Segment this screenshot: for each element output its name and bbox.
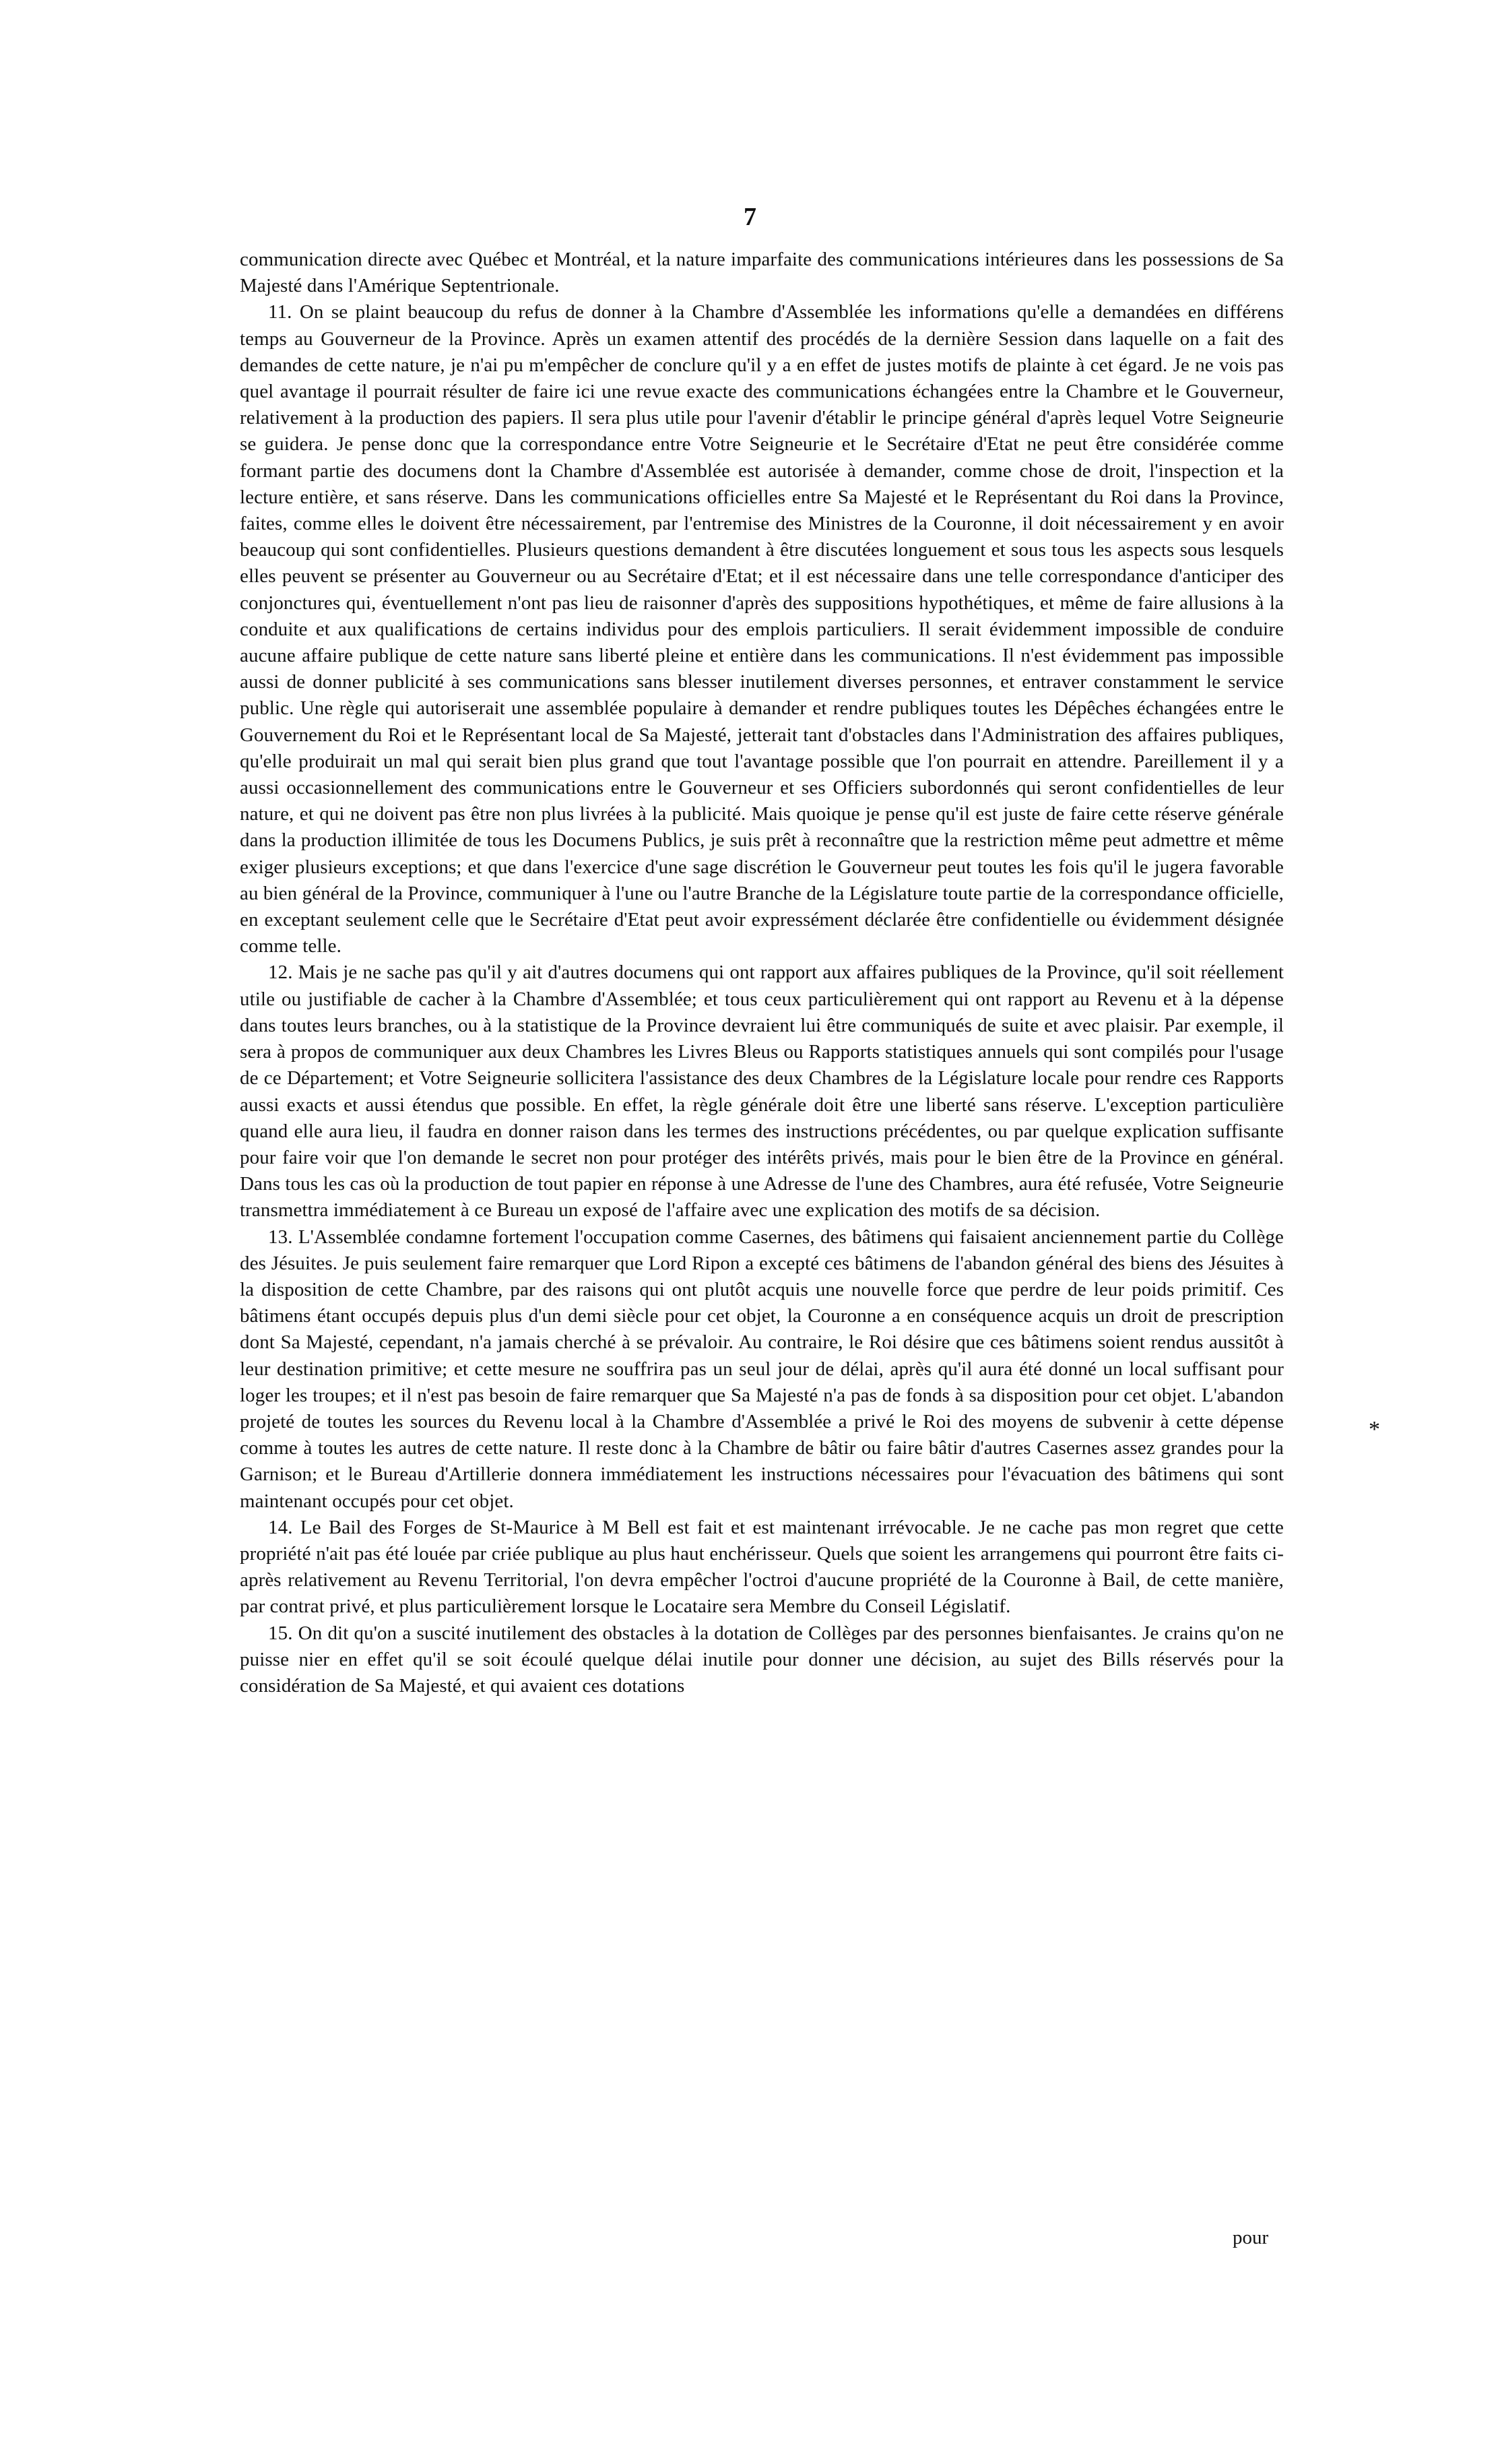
paragraph-13: 13. L'Assemblée condamne fortement l'occupation comme Casernes, des bâtimens qui faisaient anciennement partie du Collège des Jésuites. Je puis seulement faire remarquer que Lord Ripon a excepté ces bâtimens de l'abandon général des biens des Jésuites à la disposition de cette Chambre, par des raisons qui ont plutôt acquis une nouvelle force que perdre de leur poids primitif. Ces bâtimens étant occupés depuis plus d'un demi siècle pour cet objet, la Couronne a en conséquence acquis un droit de prescription dont Sa Majesté, cependant, n'a jamais cherché à se prévaloir. Au contraire, le Roi désire que ces bâtimens soient rendus aussitôt à leur destination primitive; et cette mesure ne souffrira pas un seul jour de délai, après qu'il aura été donné un local suffisant pour loger les troupes; et il n'est pas besoin de faire remarquer que Sa Majesté n'a pas de fonds à sa disposition pour cet objet. L'abandon projeté de toutes les sources du Revenu local à la Chambre d'Assemblée a privé le Roi des moyens de subvenir à cette dépense comme à toutes les autres de cette nature. Il reste donc à la Chambre de bâtir ou faire bâtir d'autres Casernes assez grandes pour la Garnison; et le Bureau d'Artillerie donnera immédiatement les instructions nécessaires pour l'évacuation des bâtimens qui sont maintenant occupés pour cet objet. [240,1226,1284,1512]
margin-mark: * [1369,1417,1380,1442]
paragraph-11: 11. On se plaint beaucoup du refus de donner à la Chambre d'Assemblée les informations qu'elle a demandées en différens temps au Gouverneur de la Province. Après un examen attentif des procédés de la dernière Session dans laquelle on a fait des demandes de cette nature, je n'ai pu m'empêcher de conclure qu'il y a en effet de justes motifs de plainte à cet égard. Je ne vois pas quel avantage il pourrait résulter de faire ici une revue exacte des communications échangées entre la Chambre et le Gouverneur, relativement à la production des papiers. Il sera plus utile pour l'avenir d'établir le principe général d'après lequel Votre Seigneurie se guidera. Je pense donc que la correspondance entre Votre Seigneurie et le Secrétaire d'Etat ne peut être considérée comme formant partie des documens dont la Chambre d'Assemblée est autorisée à demander, comme chose de droit, l'inspection et la lecture entière, et sans réserve. Dans les communications officielles entre Sa Majesté et le Représentant du Roi dans la Province, faites, comme elles le doivent être nécessairement, par l'entremise des Ministres de la Couronne, il doit nécessairement y en avoir beaucoup qui sont confidentielles. Plusieurs questions demandent à être discutées longuement et sous tous les aspects sous lesquels elles peuvent se présenter au Gouverneur ou au Secrétaire d'Etat; et il est nécessaire dans une telle correspondance d'anticiper des conjonctures qui, éventuellement n'ont pas lieu de raisonner d'après des suppositions hypothétiques, et même de faire allusions à la conduite et aux qualifications de certains individus pour des emplois particuliers. Il serait évidemment impossible de conduire aucune affaire publique de cette nature sans liberté pleine et entière dans les communications. Il n'est évidemment pas impossible aussi de donner publicité à ses communications sans blesser inutilement diverses personnes, et entraver constamment le service public. Une règle qui autoriserait une assemblée populaire à demander et rendre publiques toutes les Dépêches échangées entre le Gouvernement du Roi et le Représentant local de Sa Majesté, jetterait tant d'obstacles dans l'Administration des affaires publiques, qu'elle produirait un mal qui serait bien plus grand que tout l'avantage possible que l'on pourrait en attendre. Pareillement il y a aussi occasionnellement des communications entre le Gouverneur et ses Officiers subordonnés qui seront confidentielles de leur nature, et qui ne doivent pas être non plus livrées à la publicité. Mais quoique je pense qu'il est juste de faire cette réserve générale dans la production illimitée de tous les Documens Publics, je suis prêt à reconnaître que la restriction même peut admettre et même exiger plusieurs exceptions; et que dans l'exercice d'une sage discrétion le Gouverneur peut toutes les fois qu'il le jugera favorable au bien général de la Province, communiquer à l'une ou l'autre Branche de la Législature toute partie de la correspondance officielle, en exceptant seulement celle que le Secrétaire d'Etat peut avoir expressément déclarée être confidentielle ou évidemment désignée comme telle. [240,301,1284,957]
paragraph-15: 15. On dit qu'on a suscité inutilement des obstacles à la dotation de Collèges par des personnes bienfaisantes. Je crains qu'on ne puisse nier en effet qu'il se soit écoulé quelque délai inutile pour donner une décision, au sujet des Bills réservés pour la considération de Sa Majesté, et qui avaient ces dotations [240,1622,1284,1697]
page-number: 7 [744,203,756,231]
paragraph-12: 12. Mais je ne sache pas qu'il y ait d'autres documens qui ont rapport aux affaires publiques de la Province, qu'il soit réellement utile ou justifiable de cacher à la Chambre d'Assemblée; et tous ceux particulièrement qui ont rapport au Revenu et à la dépense dans toutes leurs branches, ou à la statistique de la Province devraient lui être communiqués de suite et avec plaisir. Par exemple, il sera à propos de communiquer aux deux Chambres les Livres Bleus ou Rapports statistiques annuels qui sont compilés pour l'usage de ce Département; et Votre Seigneurie sollicitera l'assistance des deux Chambres de la Législature locale pour rendre ces Rapports aussi exacts et aussi étendus que possible. En effet, la règle générale doit être une liberté sans réserve. L'exception particulière quand elle aura lieu, il faudra en donner raison dans les termes des instructions précédentes, ou par quelque explication suffisante pour faire voir que l'on demande le secret non pour protéger des intérêts privés, mais pour le bien être de la Province en général. Dans tous les cas où la production de tout papier en réponse à une Adresse de l'une des Chambres, aura été refusée, Votre Seigneurie transmettra immédiatement à ce Bureau un exposé de l'affaire avec une explication des motifs de sa décision. [240,961,1284,1222]
catchword: pour [1233,2227,1269,2248]
document-body [240,247,1284,1699]
paragraph-14: 14. Le Bail des Forges de St-Maurice à M Bell est fait et est maintenant irrévocable. Je ne cache pas mon regret que cette propriété n'ait pas été louée par criée publique au plus haut enchérisseur. Quels que soient les arrangemens qui pourront être faits ci-après relativement au Revenu Territorial, l'on devra empêcher l'octroi d'aucune propriété de la Couronne à Bail, de cette manière, par contrat privé, et plus particulièrement lorsque le Locataire sera Membre du Conseil Législatif. [240,1516,1284,1618]
paragraph-continuation: communication directe avec Québec et Montréal, et la nature imparfaite des communications intérieures dans les possessions de Sa Majesté dans l'Amérique Septentrionale. [240,249,1284,297]
